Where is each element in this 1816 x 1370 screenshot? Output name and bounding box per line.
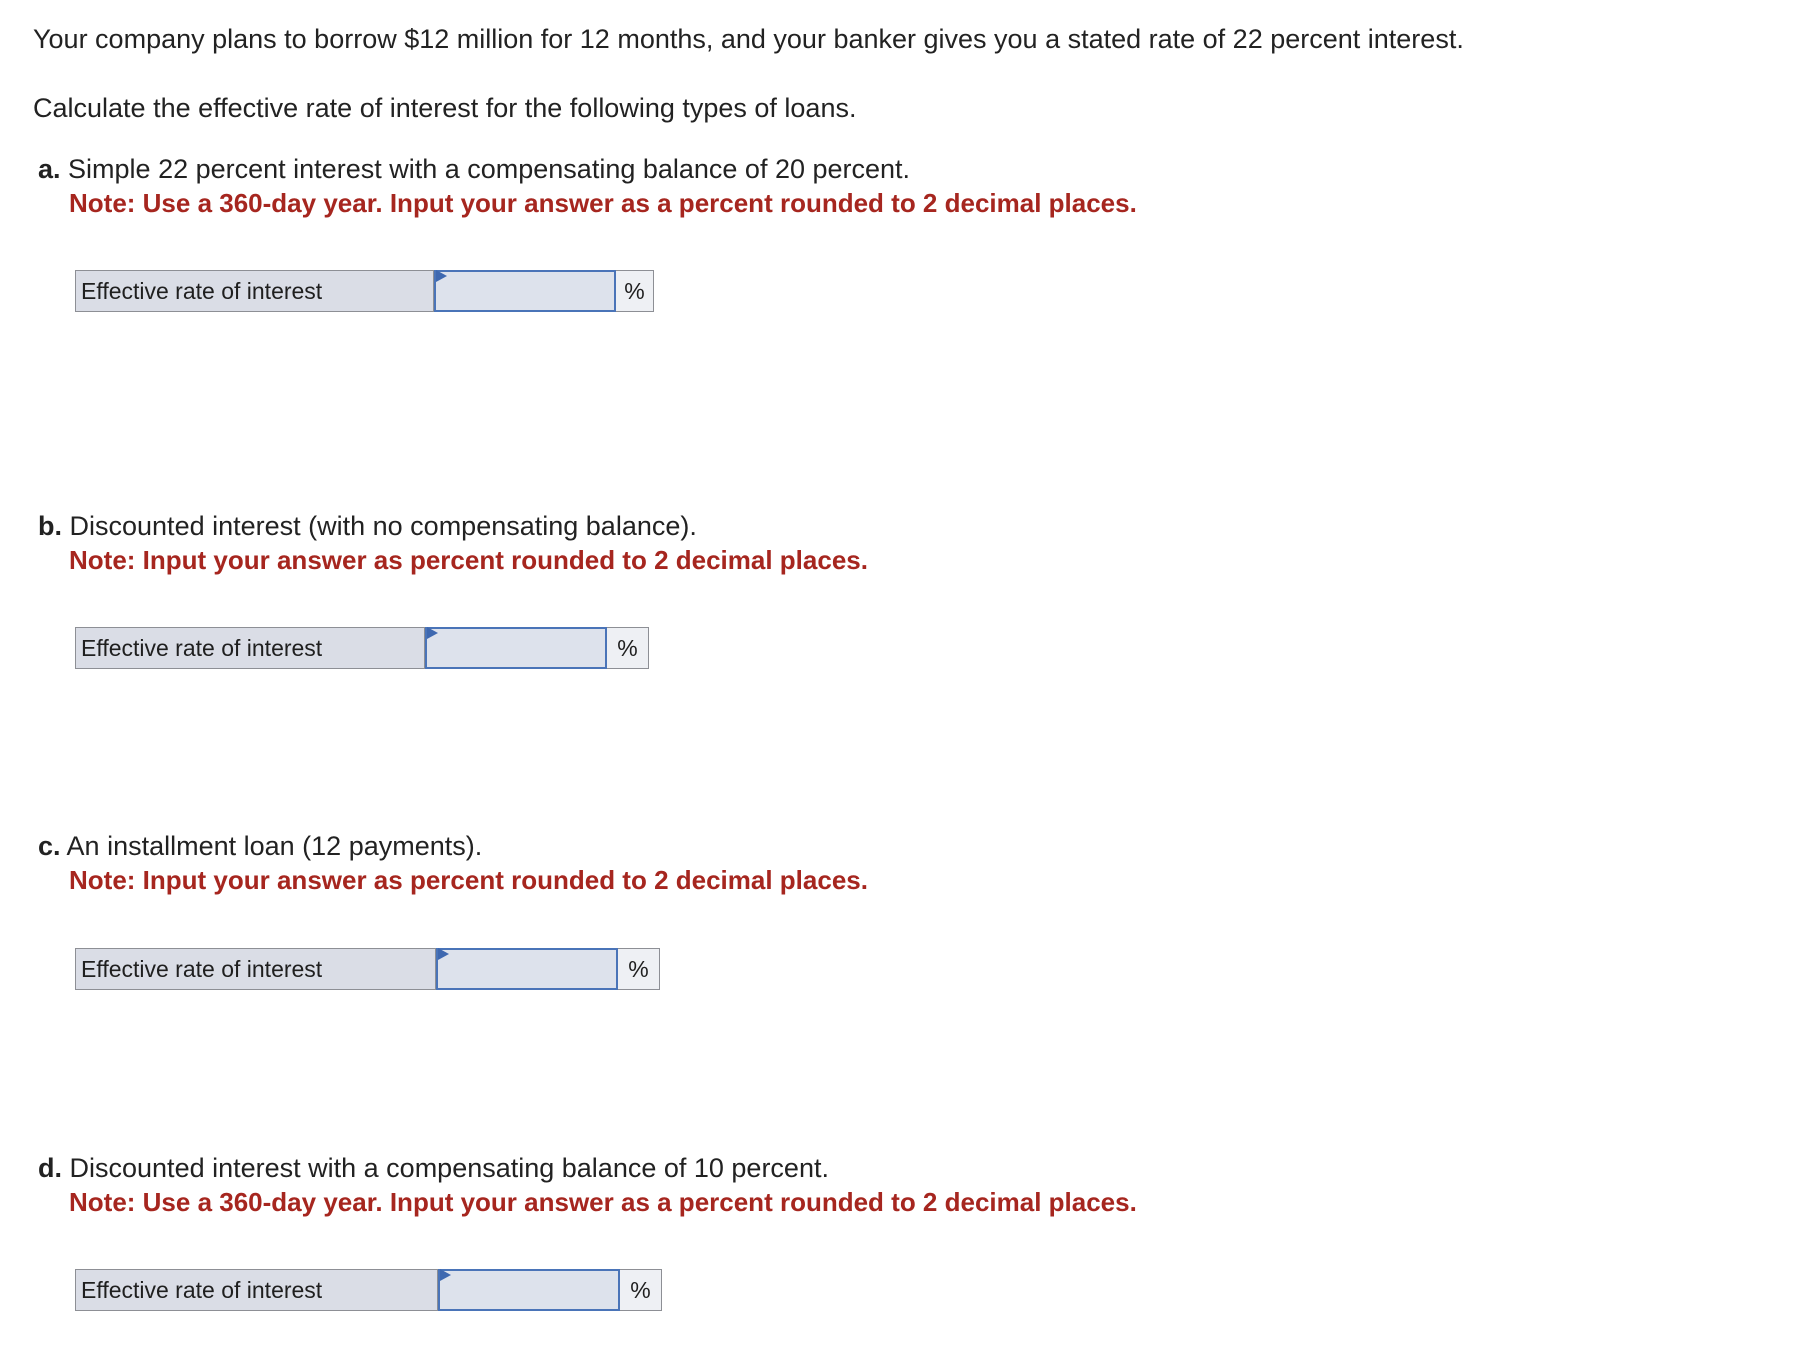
part-d-question	[38, 1151, 829, 1185]
part-d-text: Discounted interest with a compensating balance of 10 percent.	[69, 1153, 829, 1183]
part-d-letter: d.	[38, 1153, 62, 1183]
part-c-answer-row	[75, 948, 660, 990]
part-c-question	[38, 829, 482, 863]
part-d-answer-label: Effective rate of interest	[75, 1269, 438, 1311]
part-c-text: An installment loan (12 payments).	[66, 831, 483, 861]
part-b-input-cell	[425, 627, 607, 669]
part-a-percent-unit: %	[616, 270, 654, 312]
flag-icon	[436, 270, 447, 282]
part-d-note: Note: Use a 360-day year. Input your answer as a percent rounded to 2 decimal places.	[69, 1187, 1137, 1217]
part-b-question	[38, 509, 697, 543]
instructions: Calculate the effective rate of interest for the following types of loans.	[33, 93, 857, 123]
part-a-rate-input[interactable]	[436, 272, 614, 310]
flag-icon	[438, 948, 449, 960]
part-c-note: Note: Input your answer as percent rounded to 2 decimal places.	[69, 865, 868, 895]
part-c-letter: c.	[38, 831, 61, 861]
part-c-answer-label: Effective rate of interest	[75, 948, 436, 990]
part-a-answer-label: Effective rate of interest	[75, 270, 434, 312]
flag-icon	[427, 627, 438, 639]
part-a-letter: a.	[38, 154, 61, 184]
part-b-text: Discounted interest (with no compensating balance).	[69, 511, 697, 541]
part-a-input-cell	[434, 270, 616, 312]
part-d-input-cell	[438, 1269, 620, 1311]
part-c-rate-input[interactable]	[438, 950, 616, 988]
part-a-answer-row	[75, 270, 654, 312]
part-c-percent-unit: %	[618, 948, 660, 990]
part-d-percent-unit: %	[620, 1269, 662, 1311]
part-b-note: Note: Input your answer as percent rounded to 2 decimal places.	[69, 545, 868, 575]
part-c-input-cell	[436, 948, 618, 990]
part-b-answer-row	[75, 627, 649, 669]
problem-statement: Your company plans to borrow $12 million for 12 months, and your banker gives you a stated rate of 22 percent interest.	[33, 24, 1464, 54]
part-d-answer-row	[75, 1269, 662, 1311]
part-b-answer-label: Effective rate of interest	[75, 627, 425, 669]
part-a-question	[38, 152, 910, 186]
part-a-text: Simple 22 percent interest with a compensating balance of 20 percent.	[68, 154, 911, 184]
part-b-letter: b.	[38, 511, 62, 541]
part-a-note: Note: Use a 360-day year. Input your answer as a percent rounded to 2 decimal places.	[69, 188, 1137, 218]
part-b-percent-unit: %	[607, 627, 649, 669]
flag-icon	[440, 1269, 451, 1281]
part-d-rate-input[interactable]	[440, 1271, 618, 1309]
part-b-rate-input[interactable]	[427, 629, 605, 667]
